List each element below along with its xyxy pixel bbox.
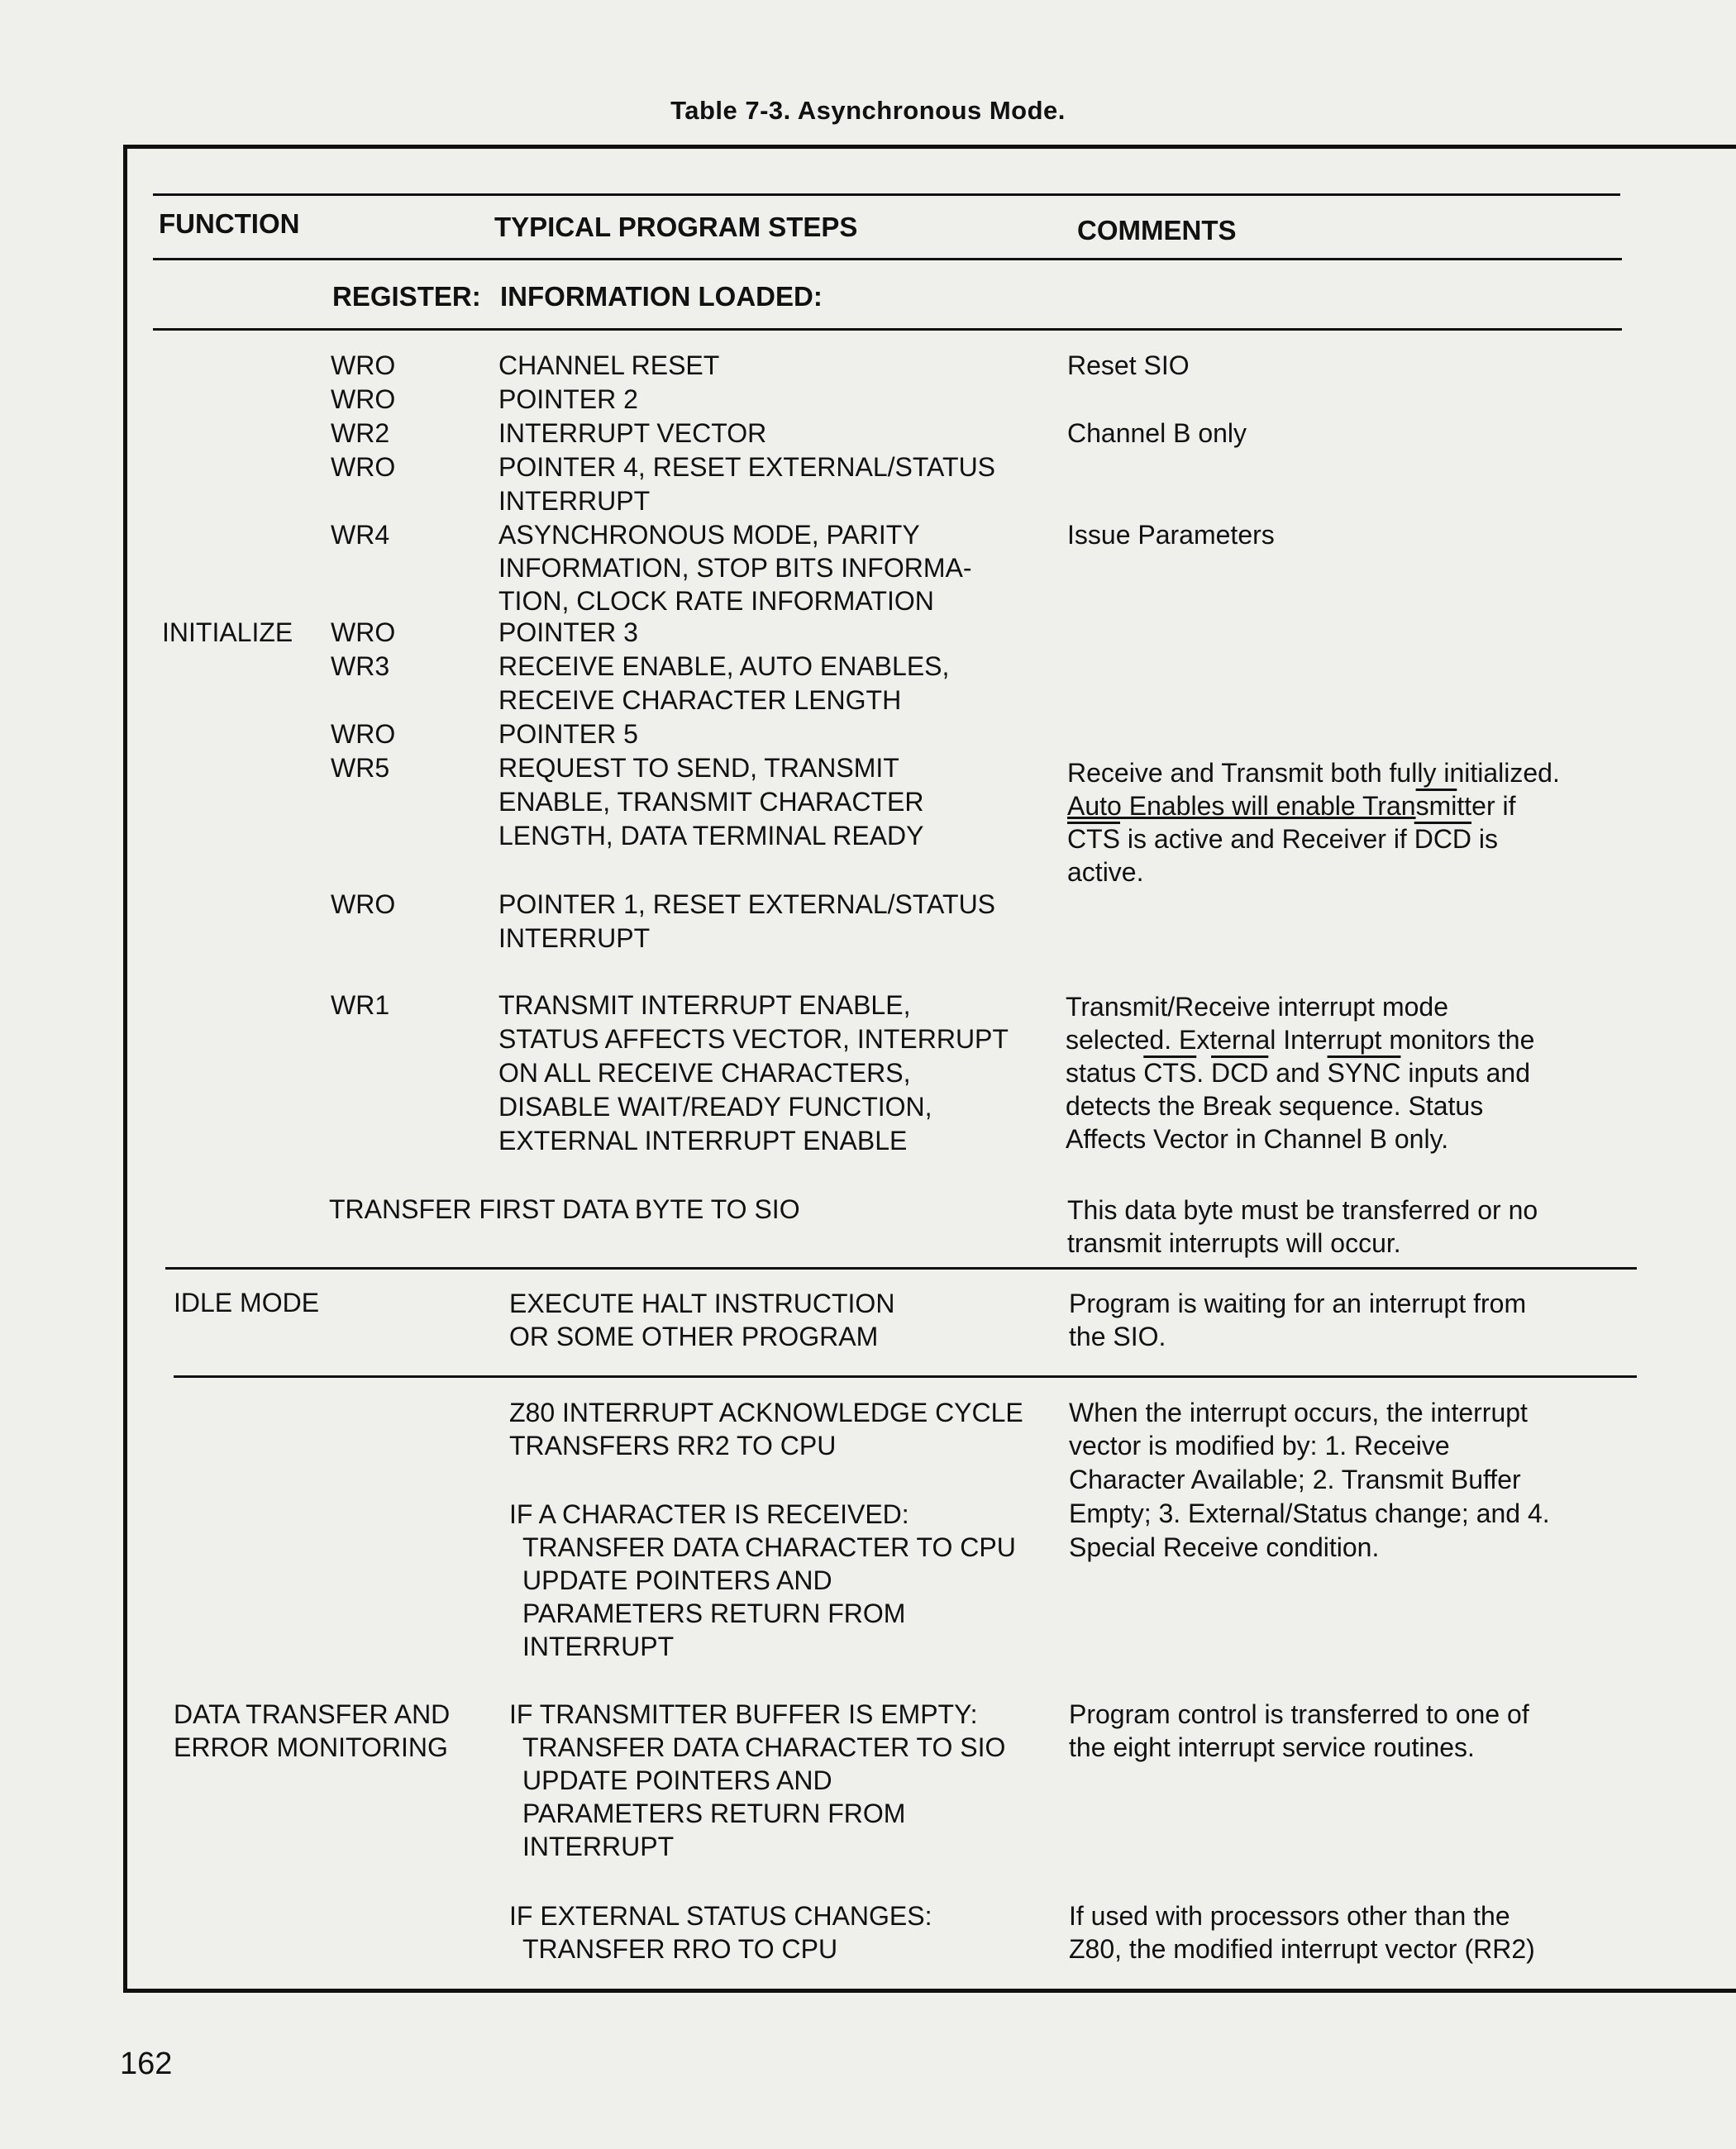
transfer-first-byte: TRANSFER FIRST DATA BYTE TO SIO (329, 1194, 800, 1224)
comment-wr1-line: selected. External Interrupt monitors the (1066, 1025, 1535, 1055)
register-cell: WRO (331, 617, 396, 647)
comment-transfer-line: This data byte must be transferred or no (1067, 1195, 1538, 1225)
comment-text: is (1471, 824, 1499, 854)
info-line: INTERRUPT (498, 923, 651, 953)
register-cell: WR4 (331, 520, 390, 550)
register-cell: WR1 (331, 990, 390, 1020)
info-line: TRANSMIT INTERRUPT ENABLE, (498, 990, 911, 1020)
comment-text: inputs and (1400, 1058, 1531, 1088)
rule-initialize-end (165, 1267, 1637, 1270)
step-ack-line: TRANSFERS RR2 TO CPU (509, 1431, 837, 1460)
comment-empty-line: the eight interrupt service routines. (1069, 1732, 1475, 1762)
cts-signal: $\overline{CTS}$ (1067, 824, 1120, 854)
register-cell: WRO (331, 889, 396, 919)
info-line: POINTER 1, RESET EXTERNAL/STATUS (498, 889, 996, 919)
comment-wr5-line (1067, 822, 1498, 856)
step-empty-line: PARAMETERS RETURN FROM (522, 1799, 906, 1828)
comment-channel-b: Channel B only (1067, 418, 1247, 448)
comment-wr1-line: Affects Vector in Channel B only. (1066, 1124, 1449, 1154)
info-line: CHANNEL RESET (498, 350, 720, 380)
info-line: INTERRUPT (498, 486, 651, 516)
comment-text: . (1196, 1058, 1212, 1088)
info-line: POINTER 3 (498, 617, 638, 647)
step-external-line: TRANSFER RRO TO CPU (522, 1934, 838, 1964)
comment-wr1-line (1066, 1056, 1530, 1090)
step-received-line: INTERRUPT (522, 1632, 675, 1661)
register-cell: WR3 (331, 651, 390, 681)
idle-step-line: EXECUTE HALT INSTRUCTION (509, 1289, 895, 1318)
table-caption: Table 7-3. Asynchronous Mode. (670, 96, 1066, 125)
comment-transfer-line: transmit interrupts will occur. (1067, 1228, 1401, 1258)
step-external-line: IF EXTERNAL STATUS CHANGES: (509, 1901, 932, 1931)
info-line: REQUEST TO SEND, TRANSMIT (498, 753, 899, 783)
header-comments: COMMENTS (1077, 215, 1237, 245)
overlined-text: $\overline{smi}$ (1415, 791, 1457, 821)
info-line: POINTER 5 (498, 719, 638, 749)
step-ack-line: Z80 INTERRUPT ACKNOWLEDGE CYCLE (509, 1398, 1023, 1427)
info-line: INTERRUPT VECTOR (498, 418, 767, 448)
info-line: RECEIVE CHARACTER LENGTH (498, 685, 902, 715)
comment-text: status (1066, 1058, 1144, 1088)
dcd-signal: $\overline{DCD}$ (1414, 824, 1472, 854)
step-received-line: TRANSFER DATA CHARACTER TO CPU (522, 1532, 1016, 1562)
step-empty-line: IF TRANSMITTER BUFFER IS EMPTY: (509, 1699, 978, 1729)
info-line: POINTER 2 (498, 384, 638, 414)
info-line: RECEIVE ENABLE, AUTO ENABLES, (498, 651, 950, 681)
info-line: ON ALL RECEIVE CHARACTERS, (498, 1058, 911, 1088)
comment-external-line: Z80, the modified interrupt vector (RR2) (1069, 1934, 1535, 1964)
step-empty-line: UPDATE POINTERS AND (522, 1765, 832, 1795)
dcd-signal: $\overline{DCD}$ (1211, 1058, 1269, 1088)
comment-text: and (1268, 1058, 1328, 1088)
comment-ack-line: Special Receive condition. (1069, 1532, 1380, 1562)
comment-issue: Issue Parameters (1067, 520, 1275, 550)
info-line: LENGTH, DATA TERMINAL READY (498, 821, 924, 851)
comment-ack-line: Empty; 3. External/Status change; and 4. (1069, 1499, 1550, 1528)
info-line: STATUS AFFECTS VECTOR, INTERRUPT (498, 1024, 1009, 1054)
info-line: DISABLE WAIT/READY FUNCTION, (498, 1092, 932, 1122)
comment-reset: Reset SIO (1067, 350, 1190, 380)
comment-ack-line: Character Available; 2. Transmit Buffer (1069, 1465, 1521, 1494)
function-data-transfer: ERROR MONITORING (174, 1732, 448, 1762)
step-empty-line: TRANSFER DATA CHARACTER TO SIO (522, 1732, 1006, 1762)
register-cell: WRO (331, 452, 396, 482)
register-cell: WR2 (331, 418, 390, 448)
underlined-text: Auto Enables will enable Tran (1067, 791, 1416, 821)
register-cell: WRO (331, 350, 396, 380)
info-line: TION, CLOCK RATE INFORMATION (498, 586, 934, 616)
rule-header (153, 258, 1622, 260)
step-received-line: IF A CHARACTER IS RECEIVED: (509, 1499, 909, 1529)
info-line: ENABLE, TRANSMIT CHARACTER (498, 787, 924, 817)
comment-wr1-line: Transmit/Receive interrupt mode (1066, 992, 1448, 1022)
step-received-line: PARAMETERS RETURN FROM (522, 1599, 906, 1628)
step-received-line: UPDATE POINTERS AND (522, 1565, 832, 1595)
register-cell: WR5 (331, 753, 390, 783)
step-empty-line: INTERRUPT (522, 1832, 675, 1861)
register-cell: WRO (331, 719, 396, 749)
idle-comment-line: the SIO. (1069, 1322, 1166, 1351)
rule-top (153, 193, 1620, 196)
comment-wr5-line (1067, 789, 1515, 823)
header-function: FUNCTION (159, 208, 300, 239)
idle-comment-line: Program is waiting for an interrupt from (1069, 1289, 1527, 1318)
function-data-transfer: DATA TRANSFER AND (174, 1699, 451, 1729)
info-line: INFORMATION, STOP BITS INFORMA- (498, 553, 972, 583)
comment-ack-line: vector is modified by: 1. Receive (1069, 1431, 1450, 1460)
idle-step-line: OR SOME OTHER PROGRAM (509, 1322, 879, 1351)
comment-wr5-line: Receive and Transmit both fully initialized. (1067, 758, 1560, 788)
comment-ack-line: When the interrupt occurs, the interrupt (1069, 1398, 1528, 1427)
function-idle-mode: IDLE MODE (174, 1288, 320, 1318)
info-line: ASYNCHRONOUS MODE, PARITY (498, 520, 920, 550)
rule-subheader (153, 328, 1622, 331)
sync-signal: SYNC (1327, 1058, 1401, 1088)
register-cell: WRO (331, 384, 396, 414)
comment-text: tter if (1457, 791, 1516, 821)
comment-wr1-line: detects the Break sequence. Status (1066, 1091, 1484, 1121)
comment-text: is active and Receiver if (1120, 824, 1414, 854)
header-register: REGISTER: (332, 281, 481, 312)
info-line: POINTER 4, RESET EXTERNAL/STATUS (498, 452, 996, 482)
header-information: INFORMATION LOADED: (500, 281, 823, 312)
info-line: EXTERNAL INTERRUPT ENABLE (498, 1126, 908, 1156)
header-steps: TYPICAL PROGRAM STEPS (494, 212, 858, 242)
function-initialize: INITIALIZE (162, 617, 293, 647)
comment-empty-line: Program control is transferred to one of (1069, 1699, 1529, 1729)
comment-wr5-line: active. (1067, 857, 1144, 887)
page-number: 162 (120, 2047, 173, 2081)
comment-external-line: If used with processors other than the (1069, 1901, 1510, 1931)
rule-idle-end (174, 1375, 1637, 1378)
cts-signal: $\overline{CTS}$ (1143, 1058, 1197, 1088)
